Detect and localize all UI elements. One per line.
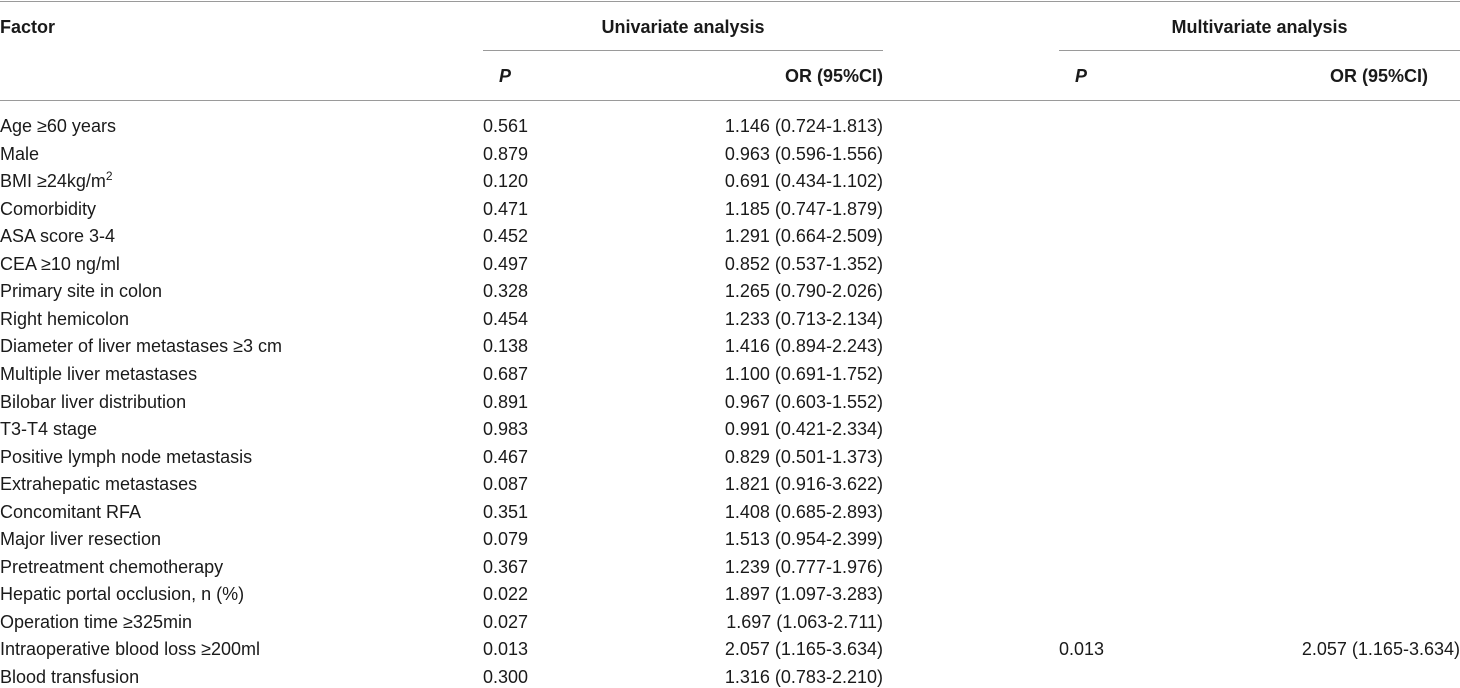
cell-uni-p: 0.087 xyxy=(483,474,529,495)
cell-uni-or: 1.513 (0.954-2.399) xyxy=(724,529,883,550)
cell-uni-or: 0.967 (0.603-1.552) xyxy=(724,391,883,412)
header-multivariate-or: OR (95%CI) xyxy=(1329,66,1428,86)
cell-uni-p: 0.328 xyxy=(483,281,529,302)
cell-uni-or: 1.233 (0.713-2.134) xyxy=(724,308,883,329)
cell-factor: Primary site in colon xyxy=(0,281,163,302)
cell-uni-or: 0.691 (0.434-1.102) xyxy=(724,171,883,192)
cell-factor: BMI $\ge 24kg/m^2$ xyxy=(0,169,113,192)
cell-factor: T3-T4 stage xyxy=(0,419,98,440)
cell-factor: CEA ≥10 ng/ml xyxy=(0,253,120,274)
top-rule xyxy=(0,1,1460,2)
cell-uni-p: 0.120 xyxy=(483,171,529,192)
cell-uni-or: 1.100 (0.691-1.752) xyxy=(724,363,883,384)
cell-uni-or: 0.991 (0.421-2.334) xyxy=(724,419,883,440)
header-multivariate-p: P xyxy=(1075,66,1088,86)
cell-uni-or: 1.265 (0.790-2.026) xyxy=(724,281,883,302)
cell-factor: Comorbidity xyxy=(0,198,97,219)
cell-uni-or: 1.146 (0.724-1.813) xyxy=(724,116,883,136)
cell-uni-p: 0.687 xyxy=(483,363,529,384)
multivariate-group-rule xyxy=(1059,50,1460,51)
header-univariate-p: P xyxy=(499,66,512,86)
cell-uni-or: 1.239 (0.777-1.976) xyxy=(724,556,883,577)
cell-factor: Operation time ≥325min xyxy=(0,611,192,632)
cell-uni-or: 1.897 (1.097-3.283) xyxy=(724,584,883,605)
header-univariate-or: OR (95%CI) xyxy=(784,66,883,86)
cell-uni-p: 0.027 xyxy=(483,611,529,632)
univariate-group-rule xyxy=(483,50,883,51)
cell-uni-p: 0.879 xyxy=(483,143,529,164)
cell-factor: Right hemicolon xyxy=(0,308,130,329)
cell-factor: Intraoperative blood loss ≥200ml xyxy=(0,639,261,660)
cell-uni-or: 1.291 (0.664-2.509) xyxy=(724,226,883,247)
cell-uni-or: 1.697 (1.063-2.711) xyxy=(726,611,883,632)
cell-factor: Extrahepatic metastases xyxy=(0,474,198,495)
cell-uni-p: 0.013 xyxy=(483,639,529,660)
cell-factor: Concomitant RFA xyxy=(0,501,142,522)
superscript: 2 xyxy=(105,169,113,184)
cell-uni-p: 0.561 xyxy=(483,116,529,136)
cell-uni-or: 2.057 (1.165-3.634) xyxy=(724,639,883,660)
cell-uni-or: 1.408 (0.685-2.893) xyxy=(724,501,883,522)
cell-uni-p: 0.471 xyxy=(483,198,529,219)
cell-uni-or: 1.316 (0.783-2.210) xyxy=(724,667,883,687)
cell-multi-p: 0.013 xyxy=(1059,639,1105,660)
cell-factor: Age ≥60 years xyxy=(0,116,116,136)
cell-uni-or: 1.185 (0.747-1.879) xyxy=(724,198,883,219)
cell-uni-p: 0.022 xyxy=(483,584,529,605)
cell-factor: Bilobar liver distribution xyxy=(0,391,187,412)
cell-uni-p: 0.497 xyxy=(483,253,529,274)
cell-factor: Pretreatment chemotherapy xyxy=(0,556,224,577)
cell-uni-p: 0.452 xyxy=(483,226,529,247)
cell-uni-p: 0.367 xyxy=(483,556,529,577)
cell-uni-p: 0.454 xyxy=(483,308,529,329)
cell-multi-or: 2.057 (1.165-3.634) xyxy=(1301,639,1460,660)
header-univariate: Univariate analysis xyxy=(601,17,765,37)
cell-uni-p: 0.079 xyxy=(483,529,529,550)
cell-uni-or: 0.963 (0.596-1.556) xyxy=(724,143,883,164)
cell-factor: Blood transfusion xyxy=(0,667,140,687)
cell-uni-p: 0.138 xyxy=(483,336,529,357)
cell-factor: Multiple liver metastases xyxy=(0,363,198,384)
header-factor: Factor xyxy=(0,17,56,37)
cell-uni-or: 1.821 (0.916-3.622) xyxy=(724,474,883,495)
cell-uni-or: 1.416 (0.894-2.243) xyxy=(724,336,883,357)
cell-uni-or: 0.852 (0.537-1.352) xyxy=(724,253,883,274)
header-bottom-rule xyxy=(0,100,1460,101)
cell-factor: Male xyxy=(0,143,40,164)
cell-factor: Positive lymph node metastasis xyxy=(0,446,253,467)
cell-uni-or: 0.829 (0.501-1.373) xyxy=(724,446,883,467)
cell-uni-p: 0.300 xyxy=(483,667,529,687)
header-multivariate: Multivariate analysis xyxy=(1171,17,1348,37)
cell-uni-p: 0.983 xyxy=(483,419,529,440)
cell-factor: Hepatic portal occlusion, n (%) xyxy=(0,584,245,605)
cell-uni-p: 0.891 xyxy=(483,391,529,412)
cell-uni-p: 0.351 xyxy=(483,501,529,522)
cell-factor: Diameter of liver metastases ≥3 cm xyxy=(0,336,282,357)
cell-factor: Major liver resection xyxy=(0,529,162,550)
cell-uni-p: 0.467 xyxy=(483,446,529,467)
cell-factor: ASA score 3-4 xyxy=(0,226,116,247)
